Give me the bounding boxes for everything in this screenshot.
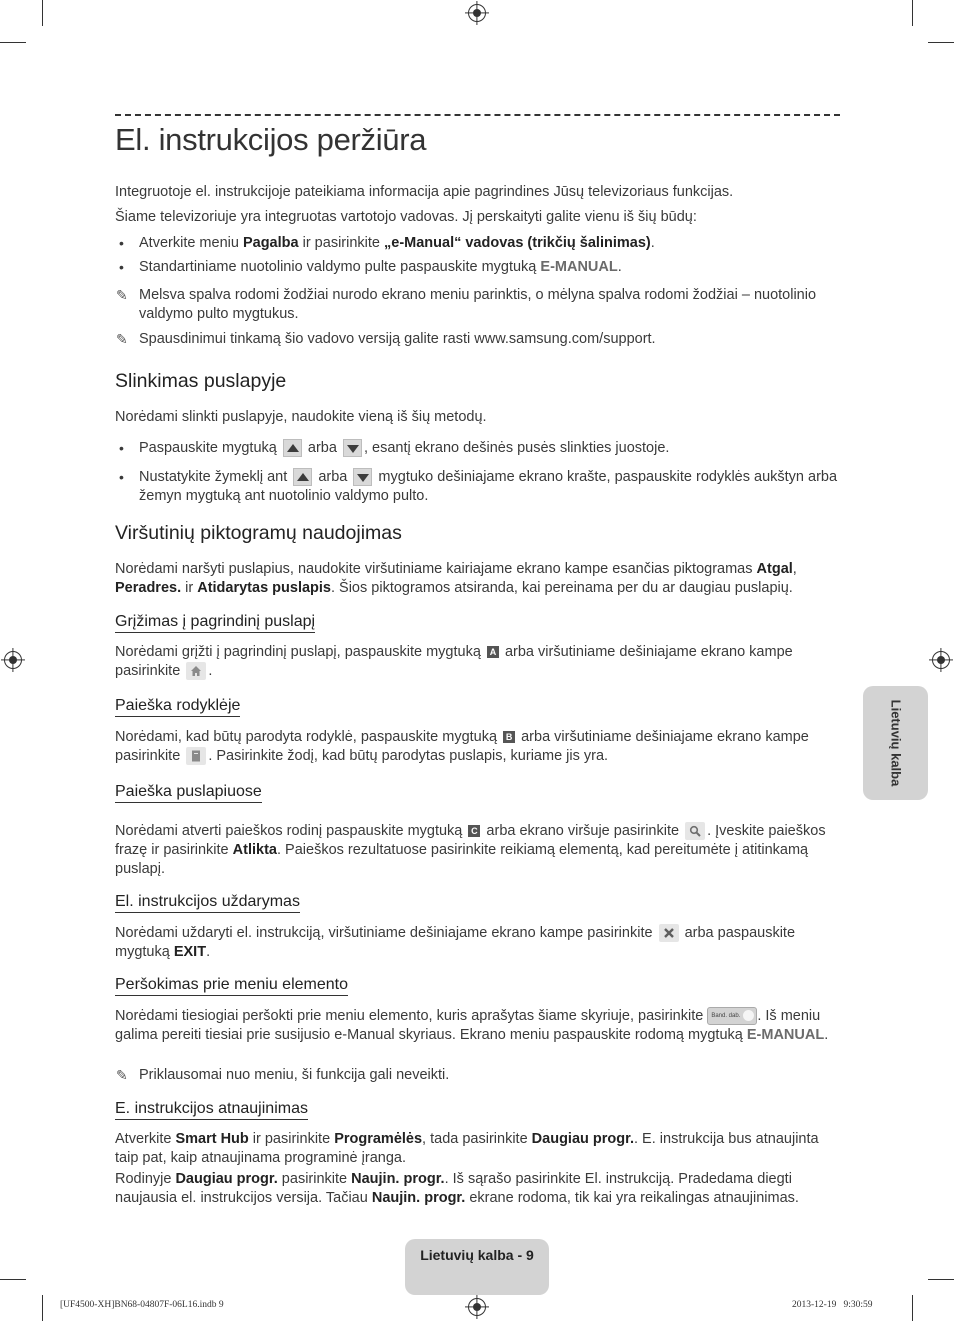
- section-paragraph: Atverkite Smart Hub ir pasirinkite Programėlės, tada pasirinkite Daugiau progr.. E. instrukcija bus atnaujinta taip pat, kaip atnaujinama programinė įranga.: [115, 1131, 819, 1166]
- bullet-icon: •: [119, 440, 124, 456]
- subsection-heading: Paieška puslapiuose: [115, 783, 262, 803]
- button-a-icon: A: [487, 646, 499, 658]
- close-icon: [659, 924, 679, 942]
- subsection-heading: Peršokimas prie meniu elemento: [115, 976, 348, 996]
- try-now-button-icon: Band. dab.: [707, 1007, 757, 1025]
- bullet-icon: •: [119, 235, 124, 251]
- note-text: Spausdinimui tinkamą šio vadovo versiją galite rasti www.samsung.com/support.: [139, 331, 656, 347]
- note-text: Melsva spalva rodomi žodžiai nurodo ekrano meniu parinktis, o mėlyna spalva rodomi žodžiai – nuotolinio valdymo pulto mygtukus.: [139, 287, 817, 322]
- registration-mark-icon: [4, 651, 22, 669]
- crop-mark: [42, 1295, 43, 1321]
- section-paragraph: Norėdami naršyti puslapius, naudokite viršutiniame kairiajame ekrano kampe esančias piktogramas Atgal, Peradres. ir Atidarytas puslapis. Šios piktogramos atsiranda, kai pereinama per du ar daugiau puslapių.: [115, 561, 797, 596]
- print-timestamp: 2013-12-19 9:30:59: [792, 1300, 873, 1310]
- bullet-icon: •: [119, 259, 124, 275]
- intro-paragraph: Šiame televizoriuje yra integruotas vartotojo vadovas. Jį perskaityti galite vienu iš šių būdų:: [115, 209, 697, 225]
- page-title: El. instrukcijos peržiūra: [115, 122, 427, 157]
- scroll-down-icon: [353, 468, 372, 486]
- registration-mark-icon: [932, 651, 950, 669]
- page-number-tab: Lietuvių kalba - 9: [405, 1239, 549, 1295]
- scroll-down-icon: [343, 439, 362, 457]
- bullet-icon: •: [119, 469, 124, 485]
- scroll-up-icon: [293, 468, 312, 486]
- registration-mark-icon: [468, 1298, 486, 1316]
- intro-paragraph: Integruotoje el. instrukcijoje pateikiama informacija apie pagrindines Jūsų televizoriaus funkcijas.: [115, 184, 734, 200]
- note-icon: ✎: [116, 331, 128, 347]
- list-item: Nustatykite žymeklį ant arba mygtuko dešiniajame ekrano krašte, paspauskite rodyklės aukštyn arba žemyn mygtuką ant nuotolinio valdymo pulto.: [139, 469, 838, 504]
- crop-mark: [0, 1279, 26, 1280]
- section-paragraph: Norėdami atverti paieškos rodinį paspauskite mygtuką C arba ekrano viršuje pasirinkite . Įveskite paieškos frazę ir pasirinkite Atlikta. Paieškos rezultatuose pasirinkite reikiamą elementą, kad pereitumėte į atitinkamą puslapį.: [115, 823, 826, 877]
- note-text: Priklausomai nuo meniu, ši funkcija gali neveikti.: [139, 1067, 450, 1083]
- section-paragraph: Rodinyje Daugiau progr. pasirinkite Naujin. progr.. Iš sąrašo pasirinkite El. instrukciją. Pradedama diegti naujausia el. instrukcijos versija. Tačiau Naujin. progr. ekrane rodoma, tik kai yra reikalingas atnaujinimas.: [115, 1171, 799, 1206]
- button-b-icon: B: [503, 731, 515, 743]
- subsection-heading: E. instrukcijos atnaujinimas: [115, 1100, 308, 1120]
- index-icon: [186, 747, 206, 765]
- section-paragraph: Norėdami grįžti į pagrindinį puslapį, paspauskite mygtuką A arba viršutiniame dešiniajame ekrano kampe pasirinkite .: [115, 644, 793, 679]
- list-item: Atverkite meniu Pagalba ir pasirinkite „e-Manual“ vadovas (trikčių šalinimas).: [139, 235, 655, 251]
- crop-mark: [912, 1295, 913, 1321]
- title-divider: [115, 114, 840, 116]
- file-info: [UF4500-XH]BN68-04807F-06L16.indb 9: [60, 1300, 224, 1310]
- crop-mark: [0, 42, 26, 43]
- list-item: Paspauskite mygtuką arba , esantį ekrano dešinės pusės slinkties juostoje.: [139, 440, 670, 456]
- crop-mark: [42, 0, 43, 26]
- section-paragraph: Norėdami, kad būtų parodyta rodyklė, paspauskite mygtuką B arba viršutiniame dešiniajame ekrano kampe pasirinkite . Pasirinkite žodį, kad būtų parodytas puslapis, kuriame jis yra.: [115, 729, 809, 764]
- section-paragraph: Norėdami tiesiogiai peršokti prie meniu elemento, kuris aprašytas šiame skyriuje, pasirinkite Band. dab. . Iš meniu galima pereiti tiesiai prie susijusio e-Manual skyriaus. Ekrano meniu paspauskite rodomą mygtuką E-MANUAL.: [115, 1008, 829, 1043]
- button-c-icon: C: [468, 825, 480, 837]
- section-paragraph: Norėdami uždaryti el. instrukciją, viršutiniame dešiniajame ekrano kampe pasirinkite arba paspauskite mygtuką EXIT.: [115, 925, 796, 960]
- list-item: Standartiniame nuotolinio valdymo pulte paspauskite mygtuką E-MANUAL.: [139, 259, 622, 275]
- home-icon: [186, 662, 206, 680]
- registration-mark-icon: [468, 4, 486, 22]
- section-heading: Viršutinių piktogramų naudojimas: [115, 522, 402, 544]
- crop-mark: [928, 42, 954, 43]
- crop-mark: [928, 1279, 954, 1280]
- note-icon: ✎: [116, 1067, 128, 1083]
- subsection-heading: Paieška rodyklėje: [115, 697, 240, 717]
- section-paragraph: Norėdami slinkti puslapyje, naudokite vieną iš šių metodų.: [115, 409, 487, 425]
- crop-mark: [912, 0, 913, 26]
- note-icon: ✎: [116, 287, 128, 303]
- scroll-up-icon: [283, 439, 302, 457]
- language-side-tab: Lietuvių kalba: [863, 686, 928, 800]
- subsection-heading: El. instrukcijos uždarymas: [115, 893, 300, 913]
- section-heading: Slinkimas puslapyje: [115, 370, 287, 392]
- subsection-heading: Grįžimas į pagrindinį puslapį: [115, 613, 315, 633]
- search-icon: [685, 822, 705, 840]
